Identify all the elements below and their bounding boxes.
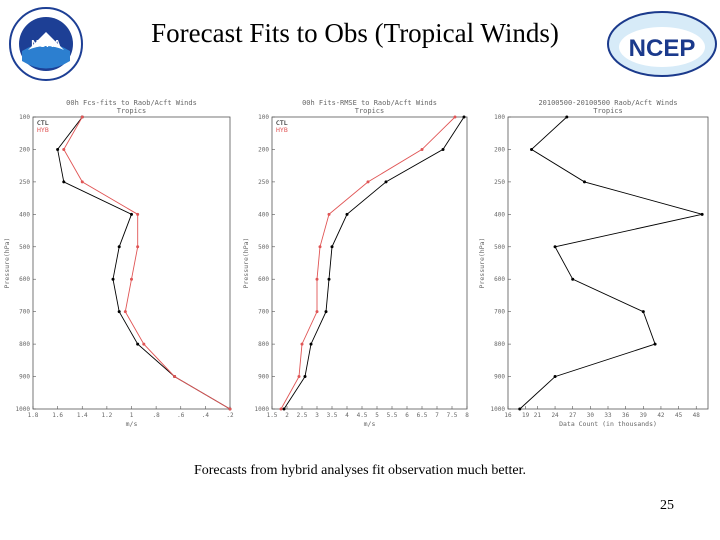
x-tick-label: .4 (201, 412, 209, 419)
x-tick-label: 33 (604, 412, 612, 419)
chart-1 (3, 99, 234, 428)
data-point (81, 180, 84, 183)
ncep-logo-icon (606, 10, 718, 78)
data-point (554, 245, 557, 248)
data-point (565, 116, 568, 119)
legend-entry-hyb: HYB (276, 126, 288, 134)
data-point (112, 278, 115, 281)
charts-area (0, 95, 720, 435)
x-axis-label: Data Count (in thousands) (559, 420, 657, 428)
x-tick-label: 36 (622, 412, 630, 419)
plot-frame (33, 117, 230, 409)
x-tick-label: 1.8 (27, 412, 39, 419)
x-tick-label: 6.5 (416, 412, 428, 419)
y-tick-label: 900 (494, 373, 505, 381)
series-line-ctl (284, 117, 464, 409)
x-tick-label: .6 (177, 412, 185, 419)
data-point (136, 245, 139, 248)
data-point (571, 278, 574, 281)
data-point (130, 213, 133, 216)
data-point (229, 408, 232, 411)
plot-frame (272, 117, 467, 409)
data-point (316, 310, 319, 313)
x-tick-label: 6 (405, 412, 409, 419)
x-tick-label: 16 (504, 412, 512, 419)
x-tick-label: 45 (674, 412, 683, 419)
data-point (283, 408, 286, 411)
y-tick-label: 400 (19, 211, 30, 219)
x-tick-label: .8 (152, 412, 160, 419)
data-point (583, 180, 586, 183)
y-axis-label: Pressure(hPa) (3, 237, 11, 289)
y-tick-label: 700 (258, 308, 269, 316)
data-point (385, 180, 388, 183)
y-tick-label: 100 (494, 114, 505, 121)
x-tick-label: 4.5 (356, 412, 368, 419)
x-tick-label: 1.6 (52, 412, 64, 419)
legend-entry-hyb: HYB (37, 126, 49, 134)
y-tick-label: 200 (494, 146, 505, 154)
y-tick-label: 600 (494, 276, 505, 284)
chart-title: 00h Fcs-fits to Raob/Acft Winds (66, 99, 197, 107)
data-point (298, 375, 301, 378)
data-point (463, 116, 466, 119)
data-point (421, 148, 424, 151)
data-point (136, 213, 139, 216)
y-tick-label: 250 (258, 178, 269, 186)
data-point (118, 245, 121, 248)
slide-caption: Forecasts from hybrid analyses fit observation much better. (193, 463, 527, 478)
x-tick-label: 2.5 (296, 412, 308, 419)
data-point (530, 148, 533, 151)
y-tick-label: 500 (494, 243, 505, 251)
y-tick-label: 100 (258, 114, 269, 121)
plot-frame (508, 117, 708, 409)
y-tick-label: 100 (19, 114, 30, 121)
data-point (325, 310, 328, 313)
data-point (554, 375, 557, 378)
x-tick-label: 1.2 (101, 412, 113, 419)
data-point (118, 310, 121, 313)
x-tick-label: 42 (657, 412, 665, 419)
series-line-hyb (64, 117, 230, 409)
x-tick-label: 1.5 (266, 412, 278, 419)
y-tick-label: 200 (19, 146, 30, 154)
noaa-logo-icon (8, 6, 84, 82)
data-point (701, 213, 704, 216)
data-point (328, 213, 331, 216)
y-axis-label: Pressure(hPa) (478, 237, 486, 289)
data-point (654, 343, 657, 346)
data-point (62, 148, 65, 151)
x-tick-label: 30 (586, 412, 594, 419)
data-point (518, 408, 521, 411)
x-tick-label: 21 (533, 412, 542, 419)
series-line-ctl (58, 117, 230, 409)
x-tick-label: .2 (226, 412, 234, 419)
y-tick-label: 1000 (254, 406, 269, 413)
chart-3 (478, 99, 708, 428)
x-tick-label: 8 (465, 412, 469, 419)
x-tick-label: 39 (639, 412, 647, 419)
chart-title: 00h Fits-RMSE to Raob/Acft Winds (302, 99, 437, 107)
slide-title: Forecast Fits to Obs (Tropical Winds) (151, 18, 559, 48)
y-tick-label: 700 (494, 308, 505, 316)
data-point (124, 310, 127, 313)
chart-subtitle: Tropics (354, 107, 385, 115)
x-tick-label: 7.5 (446, 412, 458, 419)
y-tick-label: 900 (258, 373, 269, 381)
data-point (442, 148, 445, 151)
data-point (136, 343, 139, 346)
data-point (331, 245, 334, 248)
y-axis-label: Pressure(hPa) (242, 237, 250, 289)
data-point (346, 213, 349, 216)
y-tick-label: 600 (258, 276, 269, 284)
ncep-logo-text: NCEP (628, 35, 696, 62)
y-tick-label: 500 (19, 243, 30, 251)
legend-entry-ctl: CTL (276, 119, 288, 127)
x-axis-label: m/s (125, 420, 138, 428)
x-tick-label: 3.5 (326, 412, 338, 419)
data-point (316, 278, 319, 281)
series-line-count (520, 117, 702, 409)
page-number: 25 (660, 498, 674, 513)
y-tick-label: 200 (258, 146, 269, 154)
x-tick-label: 27 (569, 412, 577, 419)
data-point (319, 245, 322, 248)
data-point (301, 343, 304, 346)
data-point (62, 180, 65, 183)
x-tick-label: 4 (345, 412, 349, 419)
y-tick-label: 800 (494, 341, 505, 349)
y-tick-label: 500 (258, 243, 269, 251)
y-tick-label: 400 (258, 211, 269, 219)
y-tick-label: 900 (19, 373, 30, 381)
x-tick-label: 2 (285, 412, 289, 419)
data-point (310, 343, 313, 346)
data-point (173, 375, 176, 378)
x-tick-label: 19 (522, 412, 530, 419)
y-tick-label: 800 (19, 341, 30, 349)
x-tick-label: 1.4 (76, 412, 88, 419)
data-point (142, 343, 145, 346)
data-point (130, 278, 133, 281)
data-point (454, 116, 457, 119)
x-tick-label: 7 (435, 412, 439, 419)
data-point (280, 408, 283, 411)
chart-2 (242, 99, 469, 428)
y-tick-label: 250 (494, 178, 505, 186)
x-tick-label: 48 (692, 412, 700, 419)
y-tick-label: 700 (19, 308, 30, 316)
x-tick-label: 5 (375, 412, 379, 419)
y-tick-label: 1000 (15, 406, 30, 413)
data-point (304, 375, 307, 378)
data-point (81, 116, 84, 119)
noaa-logo-text: NOAA (31, 39, 61, 50)
chart-title: 20100500-20100500 Raob/Acft Winds (538, 99, 678, 107)
y-tick-label: 800 (258, 341, 269, 349)
chart-subtitle: Tropics (593, 107, 623, 115)
data-point (367, 180, 370, 183)
data-point (56, 148, 59, 151)
data-point (642, 310, 645, 313)
x-axis-label: m/s (363, 420, 376, 428)
chart-subtitle: Tropics (116, 107, 147, 115)
y-tick-label: 1000 (490, 406, 505, 413)
x-tick-label: 1 (129, 412, 134, 419)
x-tick-label: 5.5 (386, 412, 398, 419)
y-tick-label: 400 (494, 211, 505, 219)
legend-entry-ctl: CTL (37, 119, 49, 127)
data-point (328, 278, 331, 281)
x-tick-label: 3 (315, 412, 319, 419)
y-tick-label: 250 (19, 178, 30, 186)
y-tick-label: 600 (19, 276, 30, 284)
x-tick-label: 24 (551, 412, 559, 419)
